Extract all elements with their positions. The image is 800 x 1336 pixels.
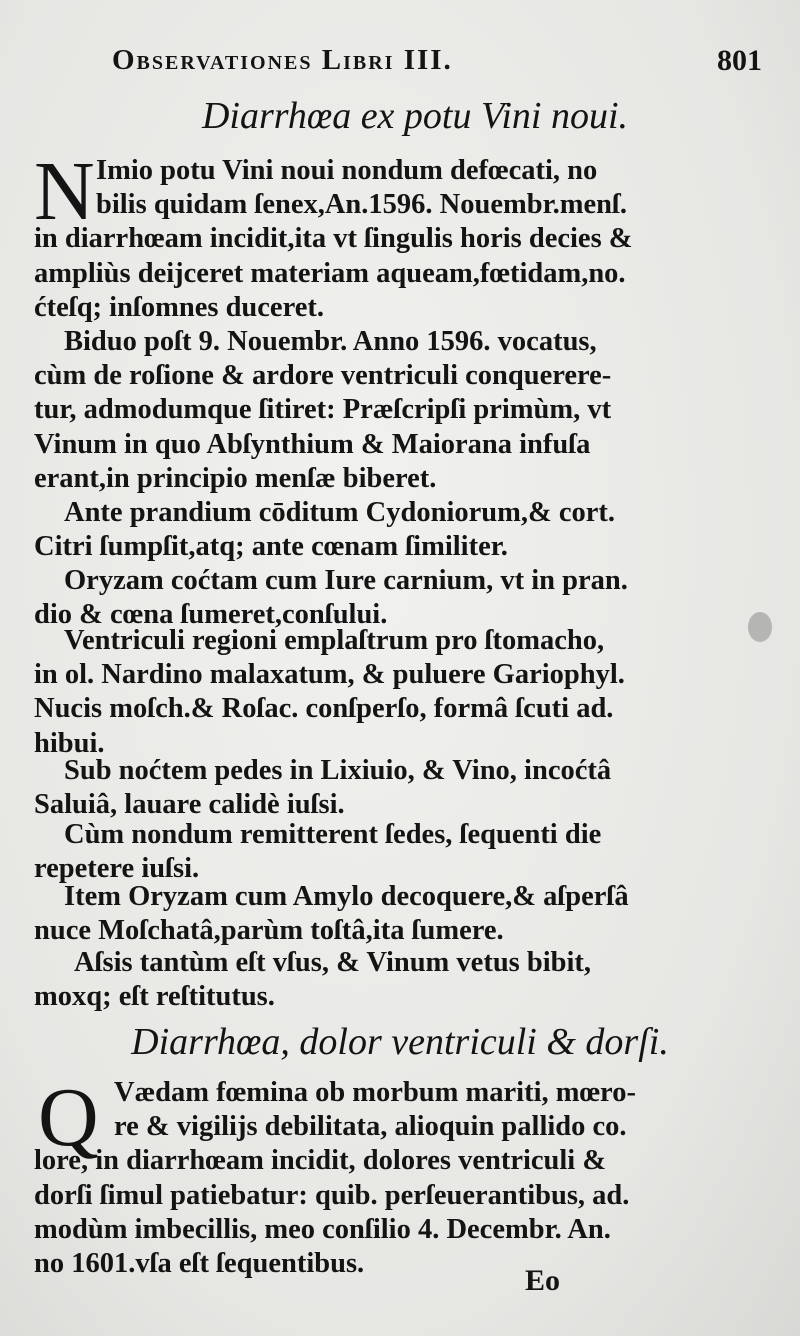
text-line: moxq; eſt reſtitutus.	[34, 981, 275, 1013]
section-title-diarrhoea-wine: Diarrhœa ex potu Vini noui.	[201, 95, 629, 137]
paragraph	[34, 1071, 650, 1281]
page-number: 801	[717, 44, 762, 77]
text-line: Cùm nondum remitterent ſedes, ſequenti die	[64, 819, 602, 850]
text-line: nuce Moſchatâ,parùm toſtâ,ita ſumere.	[34, 915, 504, 947]
running-title: Observationes Libri III.	[112, 44, 453, 76]
text-line: ćteſq; inſomnes duceret.	[34, 291, 324, 323]
text-line: erant,in principio menſæ biberet.	[34, 462, 437, 494]
text-line: ampliùs deijceret materiam aqueam,fœtidam,no.	[34, 257, 626, 289]
section-title-diarrhoea-pain: Diarrhœa, dolor ventriculi & dorſi.	[131, 1021, 669, 1063]
text-line: Sub noćtem pedes in Lixiuio, & Vino, incoćtâ	[64, 755, 612, 786]
text-line: Vinum in quo Abſynthium & Maiorana infuſa	[34, 428, 591, 460]
text-line: Oryzam coćtam cum Iure carnium, vt in pran.	[64, 565, 628, 596]
page-header	[112, 44, 762, 84]
text-line: Item Oryzam cum Amylo decoquere,& aſperſâ	[64, 881, 629, 912]
text-line: cùm de roſione & ardore ventriculi conquerere-	[34, 360, 612, 392]
ink-stain	[748, 612, 772, 642]
text-line: in diarrhœam incidit,ita vt ſingulis horis decies &	[34, 223, 633, 255]
paragraph	[34, 496, 650, 564]
paragraph	[34, 880, 650, 948]
text-line: dio & cœna ſumeret,conſului.	[34, 599, 388, 631]
paragraph	[34, 754, 650, 822]
text-line: in ol. Nardino malaxatum, & puluere Gariophyl.	[34, 659, 625, 691]
catchword: Eo	[524, 1264, 560, 1297]
text-line: Saluiâ, lauare calidè iuſsi.	[34, 789, 345, 821]
text-line: Vædam fœmina ob morbum mariti, mœro-	[114, 1077, 636, 1108]
paragraph	[34, 946, 650, 1014]
text-line: modùm imbecillis, meo conſilio 4. Decembr. An.	[34, 1213, 611, 1245]
paragraph	[34, 564, 650, 632]
paragraph	[34, 624, 650, 761]
text-line: re & vigilijs debilitata, alioquin pallido co.	[114, 1111, 627, 1143]
text-line: repetere iuſsi.	[34, 853, 200, 885]
text-line: Aſsis tantùm eſt vſus, & Vinum vetus bibit,	[74, 947, 592, 978]
text-line: hibui.	[34, 727, 105, 759]
paragraph	[34, 325, 650, 496]
text-line: Ante prandium cōditum Cydoniorum,& cort.	[64, 497, 616, 528]
text-line: bilis quidam ſenex,An.1596. Nouembr.menſ.	[96, 189, 628, 221]
drop-initial-q: Q	[38, 1071, 99, 1164]
text-line: tur, admodumque ſitiret: Præſcripſi primùm, vt	[34, 394, 612, 426]
drop-initial-n: N	[34, 145, 95, 238]
text-line: Ventriculi regioni emplaſtrum pro ſtomacho,	[64, 625, 605, 656]
text-line: lore, in diarrhœam incidit, dolores ventriculi &	[34, 1145, 607, 1177]
text-line: Nucis moſch.& Roſac. conſperſo, formâ ſcuti ad.	[34, 693, 614, 725]
text-line: dorſi ſimul patiebatur: quib. perſeuerantibus, ad.	[34, 1179, 630, 1211]
text-line: Citri ſumpſit,atq; ante cœnam ſimiliter.	[34, 531, 508, 563]
text-line: no 1601.vſa eſt ſequentibus.	[34, 1248, 365, 1280]
paragraph	[34, 818, 650, 886]
text-line: Imio potu Vini noui nondum defœcati, no	[96, 155, 598, 186]
paragraph	[34, 154, 650, 325]
text-line: Biduo poſt 9. Nouembr. Anno 1596. vocatus,	[64, 326, 597, 357]
